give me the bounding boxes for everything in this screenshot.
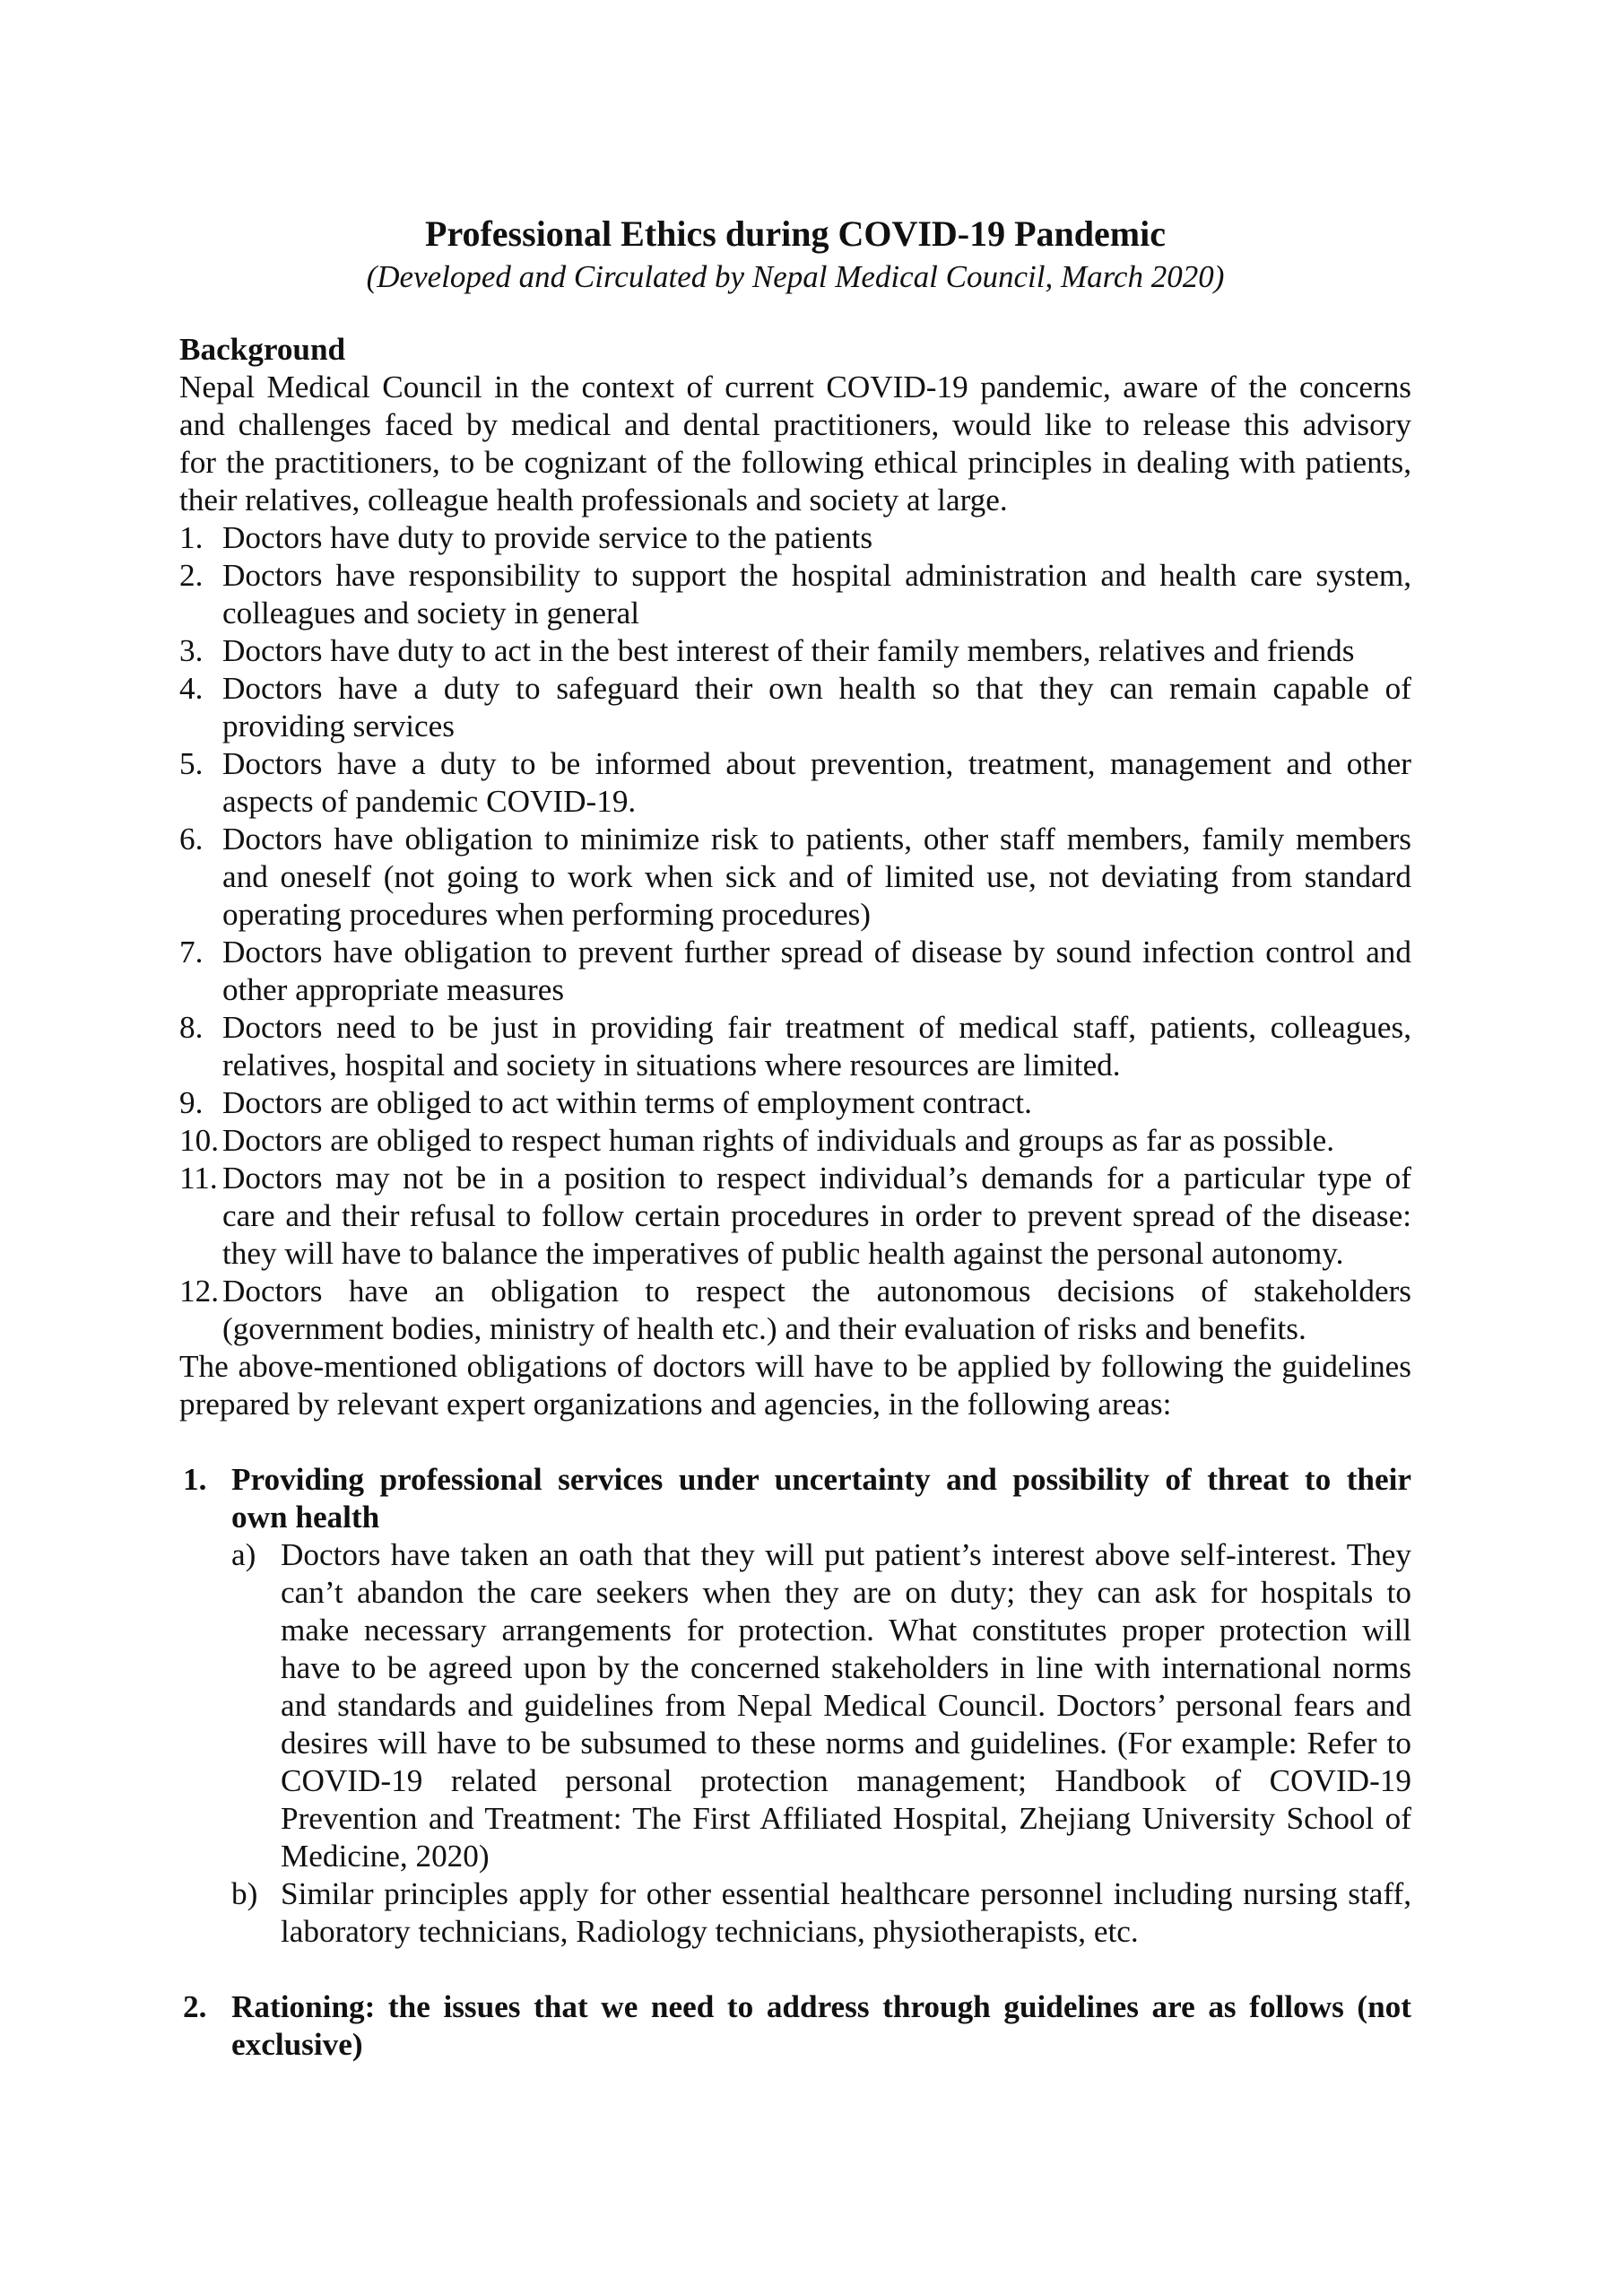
principle-number: 1. [179, 520, 204, 555]
intro-line: their relatives, colleague health professionals and society at large. [179, 483, 1008, 517]
principle-line: care and their refusal to follow certain procedures in order to prevent spread of the disease: [222, 1198, 1411, 1233]
document-subtitle: (Developed and Circulated by Nepal Medical Council, March 2020) [366, 259, 1225, 294]
principle-line: Doctors may not be in a position to respect individual’s demands for a particular type of [222, 1161, 1411, 1196]
closing-line: The above-mentioned obligations of doctors will have to be applied by following the guidelines [179, 1349, 1411, 1384]
section [179, 1988, 1411, 2064]
sub-item-line: can’t abandon the care seekers when they are on duty; they can ask for hospitals to [281, 1575, 1411, 1610]
sub-item-line: Doctors have taken an oath that they will put patient’s interest above self-interest. They [281, 1537, 1411, 1572]
principle-item [179, 632, 1411, 670]
principle-item [179, 519, 1411, 557]
section [179, 1461, 1411, 1951]
sub-item [231, 1875, 1411, 1951]
principle-line: Doctors have obligation to minimize risk to patients, other staff members, family members [222, 822, 1411, 857]
sub-item-label: b) [231, 1876, 258, 1911]
principle-number: 8. [179, 1010, 204, 1045]
sub-item-label: a) [231, 1537, 256, 1572]
principle-line: Doctors have duty to provide service to the patients [222, 520, 873, 555]
sub-item-line: Medicine, 2020) [281, 1839, 490, 1874]
document-title: Professional Ethics during COVID-19 Pandemic [425, 213, 1166, 254]
principle-line: Doctors have a duty to safeguard their own health so that they can remain capable of [222, 671, 1411, 706]
intro-line: for the practitioners, to be cognizant of the following ethical principles in dealing with patients, [179, 445, 1411, 480]
document-body [179, 331, 1411, 2101]
section-number: 2. [183, 1989, 207, 2024]
section-heading [231, 1988, 1411, 2064]
sub-item-line: laboratory technicians, Radiology technicians, physiotherapists, etc. [281, 1914, 1139, 1949]
principle-line: aspects of pandemic COVID-19. [222, 784, 637, 819]
sections [179, 1461, 1411, 2064]
background-heading: Background [179, 332, 346, 367]
section-heading-line: Rationing: the issues that we need to address through guidelines are as follows (not [231, 1989, 1411, 2024]
principle-number: 10. [179, 1123, 219, 1158]
principle-item [179, 934, 1411, 1009]
principle-line: Doctors have an obligation to respect the autonomous decisions of stakeholders [222, 1274, 1411, 1309]
sub-item-line: Similar principles apply for other essential healthcare personnel including nursing staff, [281, 1876, 1411, 1911]
principle-line: they will have to balance the imperatives of public health against the personal autonomy. [222, 1236, 1344, 1271]
principle-number: 5. [179, 746, 204, 781]
principle-line: Doctors have obligation to prevent further spread of disease by sound infection control and [222, 935, 1411, 970]
section-heading [231, 1461, 1411, 1536]
principle-item [179, 821, 1411, 934]
principles-list [179, 519, 1411, 1348]
background-intro [179, 369, 1411, 519]
section-number: 1. [183, 1462, 207, 1497]
principle-line: colleagues and society in general [222, 596, 640, 631]
principle-line: Doctors are obliged to respect human rights of individuals and groups as far as possible. [222, 1123, 1335, 1158]
sub-item-line: COVID-19 related personal protection management; Handbook of COVID-19 [281, 1763, 1411, 1798]
closing-line: prepared by relevant expert organizations and agencies, in the following areas: [179, 1387, 1172, 1422]
principle-line: other appropriate measures [222, 972, 565, 1007]
principle-line: providing services [222, 709, 455, 744]
sub-item-line: Prevention and Treatment: The First Affiliated Hospital, Zhejiang University School of [281, 1801, 1411, 1836]
sub-item-line: have to be agreed upon by the concerned stakeholders in line with international norms [281, 1650, 1411, 1685]
principle-number: 7. [179, 935, 204, 970]
principle-line: Doctors have responsibility to support the hospital administration and health care system, [222, 558, 1411, 593]
principle-number: 4. [179, 671, 204, 706]
principle-item [179, 1273, 1411, 1348]
principle-line: Doctors need to be just in providing fair treatment of medical staff, patients, colleagues, [222, 1010, 1411, 1045]
section-heading-line: own health [231, 1500, 380, 1535]
principle-number: 3. [179, 633, 204, 668]
principle-line: operating procedures when performing procedures) [222, 897, 872, 932]
principle-number: 12. [179, 1274, 219, 1309]
principle-line: relatives, hospital and society in situations where resources are limited. [222, 1048, 1121, 1083]
principle-number: 6. [179, 822, 204, 857]
principle-item [179, 1160, 1411, 1273]
principle-item [179, 1084, 1411, 1122]
principle-line: and oneself (not going to work when sick and of limited use, not deviating from standard [222, 859, 1411, 894]
principle-item [179, 1009, 1411, 1084]
principle-number: 2. [179, 558, 204, 593]
section-heading-line: exclusive) [231, 2027, 363, 2062]
section-heading-line: Providing professional services under uncertainty and possibility of threat to their [231, 1462, 1411, 1497]
intro-line: and challenges faced by medical and dental practitioners, would like to release this advisory [179, 407, 1411, 442]
sub-item-line: desires will have to be subsumed to these norms and guidelines. (For example: Refer to [281, 1726, 1411, 1761]
principle-number: 11. [179, 1161, 218, 1196]
principle-item [179, 557, 1411, 632]
principle-line: Doctors have a duty to be informed about prevention, treatment, management and other [222, 746, 1411, 781]
sub-item-line: and standards and guidelines from Nepal Medical Council. Doctors’ personal fears and [281, 1688, 1411, 1723]
principle-item [179, 745, 1411, 821]
section-sublist [231, 1536, 1411, 1951]
intro-line: Nepal Medical Council in the context of current COVID-19 pandemic, aware of the concerns [179, 370, 1411, 404]
sub-item [231, 1536, 1411, 1875]
closing-paragraph [179, 1348, 1411, 1423]
principle-number: 9. [179, 1085, 204, 1120]
sub-item-line: make necessary arrangements for protection. What constitutes proper protection will [281, 1613, 1411, 1648]
principle-item [179, 1122, 1411, 1160]
principle-item [179, 670, 1411, 745]
principle-line: (government bodies, ministry of health etc.) and their evaluation of risks and benefits. [222, 1311, 1306, 1346]
principle-line: Doctors are obliged to act within terms of employment contract. [222, 1085, 1032, 1120]
principle-line: Doctors have duty to act in the best interest of their family members, relatives and friends [222, 633, 1355, 668]
